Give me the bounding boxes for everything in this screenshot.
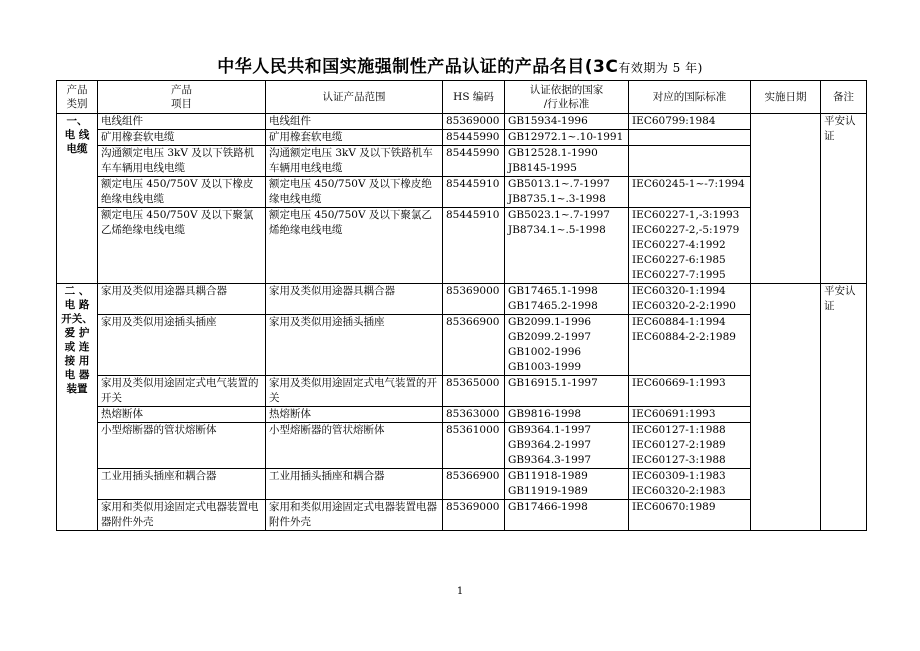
basis-cell: GB11918-1989 GB11919-1989 — [505, 469, 629, 500]
note-cell: 平安认 证 — [821, 114, 867, 284]
intl-cell: IEC60245-1~-7:1994 — [629, 177, 751, 208]
intl-cell: IEC60320-1:1994 IEC60320-2-2:1990 — [629, 284, 751, 315]
item-cell: 电线组件 — [98, 114, 266, 130]
category-cell: 一、 电 线 电缆 — [57, 114, 98, 284]
table-row — [57, 423, 867, 469]
item-cell: 小型熔断器的管状熔断体 — [98, 423, 266, 469]
scope-cell: 额定电压 450/750V 及以下橡皮绝缘电线电缆 — [266, 177, 443, 208]
scope-cell: 工业用插头插座和耦合器 — [266, 469, 443, 500]
header-row — [57, 81, 867, 114]
basis-cell: GB9364.1-1997 GB9364.2-1997 GB9364.3-1997 — [505, 423, 629, 469]
hs-cell: 85445910 — [443, 208, 505, 284]
table-row — [57, 407, 867, 423]
category-cell: 二 、 电 路 开关、 爱 护 或 连 接 用 电 器 装置 — [57, 284, 98, 531]
hs-cell: 85366900 — [443, 469, 505, 500]
scope-cell: 额定电压 450/750V 及以下聚氯乙烯绝缘电线电缆 — [266, 208, 443, 284]
item-cell: 家用及类似用途固定式电气装置的开关 — [98, 376, 266, 407]
basis-cell: GB9816-1998 — [505, 407, 629, 423]
hs-cell: 85363000 — [443, 407, 505, 423]
hs-cell: 85369000 — [443, 500, 505, 531]
table-row — [57, 114, 867, 130]
item-cell: 额定电压 450/750V 及以下聚氯乙烯绝缘电线电缆 — [98, 208, 266, 284]
item-cell: 额定电压 450/750V 及以下橡皮绝缘电线电缆 — [98, 177, 266, 208]
basis-cell: GB5023.1~.7-1997 JB8734.1~.5-1998 — [505, 208, 629, 284]
item-cell: 沟通额定电压 3kV 及以下铁路机车车辆用电线电缆 — [98, 146, 266, 177]
hs-cell: 85445990 — [443, 146, 505, 177]
scope-cell: 矿用橡套软电缆 — [266, 130, 443, 146]
basis-cell: GB2099.1-1996 GB2099.2-1997 GB1002-1996 GB1003-1999 — [505, 315, 629, 376]
basis-cell: GB16915.1-1997 — [505, 376, 629, 407]
scope-cell: 热熔断体 — [266, 407, 443, 423]
scope-cell: 小型熔断器的管状熔断体 — [266, 423, 443, 469]
header-scope: 认证产品范围 — [266, 81, 443, 114]
intl-cell — [629, 130, 751, 146]
scope-cell: 家用及类似用途插头插座 — [266, 315, 443, 376]
basis-cell: GB12528.1-1990 JB8145-1995 — [505, 146, 629, 177]
intl-cell: IEC60670:1989 — [629, 500, 751, 531]
header-basis: 认证依据的国家 /行业标准 — [505, 81, 629, 114]
basis-cell: GB17465.1-1998 GB17465.2-1998 — [505, 284, 629, 315]
product-catalog-table — [56, 80, 867, 531]
item-cell: 热熔断体 — [98, 407, 266, 423]
scope-cell: 家用及类似用途器具耦合器 — [266, 284, 443, 315]
table-row — [57, 315, 867, 376]
table-row — [57, 146, 867, 177]
header-item: 产品 项目 — [98, 81, 266, 114]
table-row — [57, 208, 867, 284]
header-intl: 对应的国际标准 — [629, 81, 751, 114]
intl-cell: IEC60691:1993 — [629, 407, 751, 423]
table-row — [57, 177, 867, 208]
header-date: 实施日期 — [751, 81, 821, 114]
table-row — [57, 376, 867, 407]
table-row — [57, 500, 867, 531]
note-cell: 平安认 证 — [821, 284, 867, 531]
hs-cell: 85366900 — [443, 315, 505, 376]
scope-cell: 家用和类似用途固定式电器装置电器附件外壳 — [266, 500, 443, 531]
table-row — [57, 284, 867, 315]
item-cell: 矿用橡套软电缆 — [98, 130, 266, 146]
hs-cell: 85361000 — [443, 423, 505, 469]
header-hs: HS 编码 — [443, 81, 505, 114]
intl-cell: IEC60799:1984 — [629, 114, 751, 130]
scope-cell: 家用及类似用途固定式电气装置的开关 — [266, 376, 443, 407]
date-cell — [751, 114, 821, 284]
hs-cell: 85365000 — [443, 376, 505, 407]
intl-cell: IEC60884-1:1994 IEC60884-2-2:1989 — [629, 315, 751, 376]
table-row — [57, 130, 867, 146]
header-category: 产品 类别 — [57, 81, 98, 114]
intl-cell: IEC60227-1,-3:1993 IEC60227-2,-5:1979 IEC60227-4:1992 IEC60227-6:1985 IEC60227-7:1995 — [629, 208, 751, 284]
item-cell: 家用及类似用途器具耦合器 — [98, 284, 266, 315]
intl-cell: IEC60669-1:1993 — [629, 376, 751, 407]
scope-cell: 电线组件 — [266, 114, 443, 130]
table-row — [57, 469, 867, 500]
table-body — [57, 114, 867, 531]
hs-cell: 85445910 — [443, 177, 505, 208]
basis-cell: GB15934-1996 — [505, 114, 629, 130]
item-cell: 工业用插头插座和耦合器 — [98, 469, 266, 500]
scope-cell: 沟通额定电压 3kV 及以下铁路机车车辆用电线电缆 — [266, 146, 443, 177]
basis-cell: GB17466-1998 — [505, 500, 629, 531]
date-cell — [751, 284, 821, 531]
page-title — [0, 52, 920, 77]
item-cell: 家用及类似用途插头插座 — [98, 315, 266, 376]
intl-cell: IEC60309-1:1983 IEC60320-2:1983 — [629, 469, 751, 500]
basis-cell: GB5013.1~.7-1997 JB8735.1~.3-1998 — [505, 177, 629, 208]
hs-cell: 85369000 — [443, 114, 505, 130]
intl-cell — [629, 146, 751, 177]
header-note: 备注 — [821, 81, 867, 114]
title-suffix: 有效期为 5 年) — [618, 61, 703, 75]
title-main: 中华人民共和国实施强制性产品认证的产品名目(3C — [217, 57, 619, 77]
intl-cell: IEC60127-1:1988 IEC60127-2:1989 IEC60127-3:1988 — [629, 423, 751, 469]
hs-cell: 85445990 — [443, 130, 505, 146]
hs-cell: 85369000 — [443, 284, 505, 315]
item-cell: 家用和类似用途固定式电器装置电器附件外壳 — [98, 500, 266, 531]
page-number: 1 — [456, 586, 464, 597]
basis-cell: GB12972.1~.10-1991 — [505, 130, 629, 146]
